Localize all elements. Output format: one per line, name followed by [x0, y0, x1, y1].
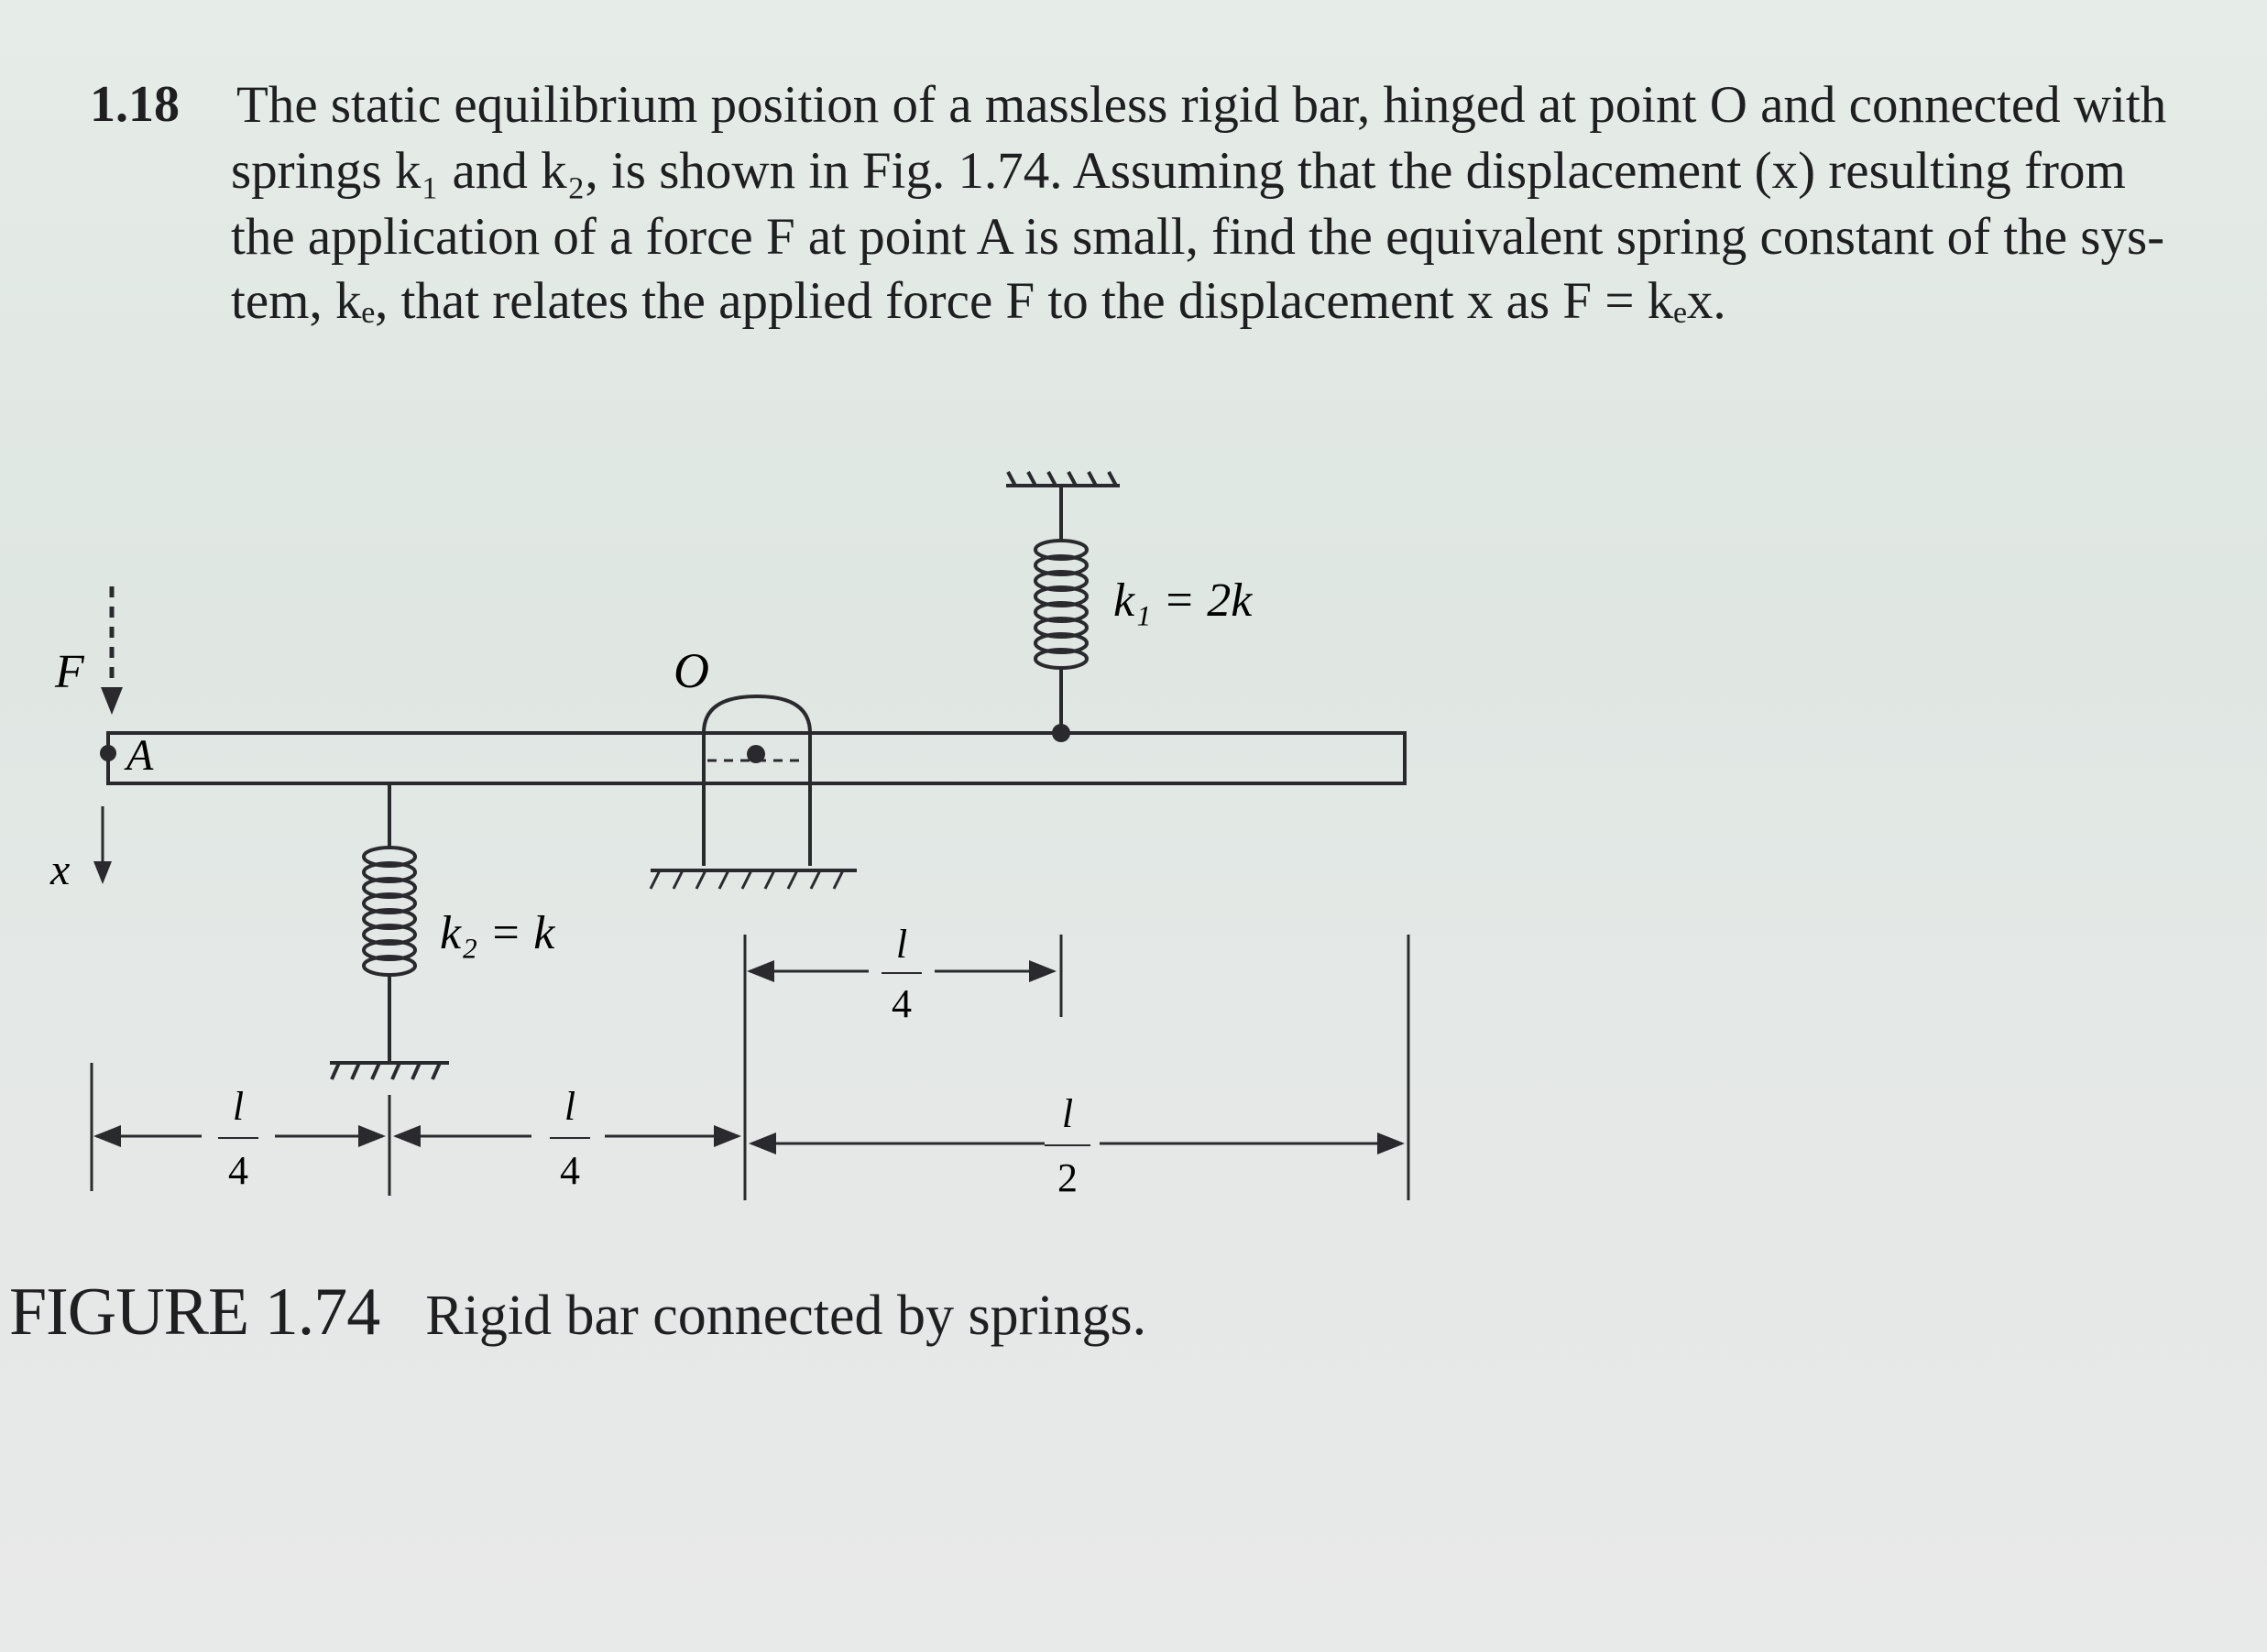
dim-a-to-k2-den: 4 — [228, 1148, 248, 1193]
figure-caption-label: FIGURE 1.74 — [9, 1275, 380, 1350]
dim-o-to-end-num: l — [1061, 1091, 1074, 1136]
dim-a-to-k2-num: l — [232, 1084, 245, 1129]
dim-o-to-k1-den: 4 — [892, 981, 912, 1026]
figure-caption-text: Rigid bar connected by springs. — [425, 1285, 1147, 1347]
dim-o-to-k1 — [750, 922, 1054, 1026]
problem-line-1: The static equilibrium position of a massless rigid bar, hinged at point O and connected with — [236, 76, 2167, 134]
point-a-label: A — [126, 731, 154, 780]
force-label: F — [55, 646, 84, 698]
hinge-support — [651, 696, 857, 889]
displacement-arrow — [93, 806, 112, 884]
point-a-marker — [100, 745, 116, 761]
spring-k1 — [1006, 472, 1120, 733]
dim-o-to-k1-num: l — [895, 922, 908, 967]
hinge-label: O — [674, 643, 709, 698]
figure-caption — [9, 1274, 1146, 1351]
force-arrow — [101, 586, 123, 715]
problem-line-3: the application of a force F at point A is small, find the equivalent spring constant of the sys- — [231, 208, 2165, 266]
dimension-extension-lines — [92, 935, 1408, 1200]
dim-k2-to-o-den: 4 — [560, 1148, 580, 1193]
spring-k1-label: k₁ = 2k — [1113, 574, 1253, 627]
spring-k2 — [330, 783, 449, 1079]
problem-line-2: springs k₁ and k₂, is shown in Fig. 1.74. Assuming that the displacement (x) resulting from — [231, 142, 2126, 200]
spring-k1-attachment — [1052, 724, 1070, 742]
dim-a-to-k2 — [96, 1084, 383, 1193]
spring-k2-label: k₂ = k — [440, 907, 555, 959]
dim-o-to-end — [751, 1091, 1402, 1200]
displacement-label: x — [50, 846, 71, 894]
dim-k2-to-o-num: l — [564, 1084, 576, 1129]
dim-k2-to-o — [396, 1084, 739, 1193]
problem-number: 1.18 — [90, 76, 180, 133]
problem-line-4: tem, kₑ, that relates the applied force F to the displacement x as F = kₑx. — [231, 272, 1726, 330]
dim-o-to-end-den: 2 — [1057, 1155, 1078, 1200]
